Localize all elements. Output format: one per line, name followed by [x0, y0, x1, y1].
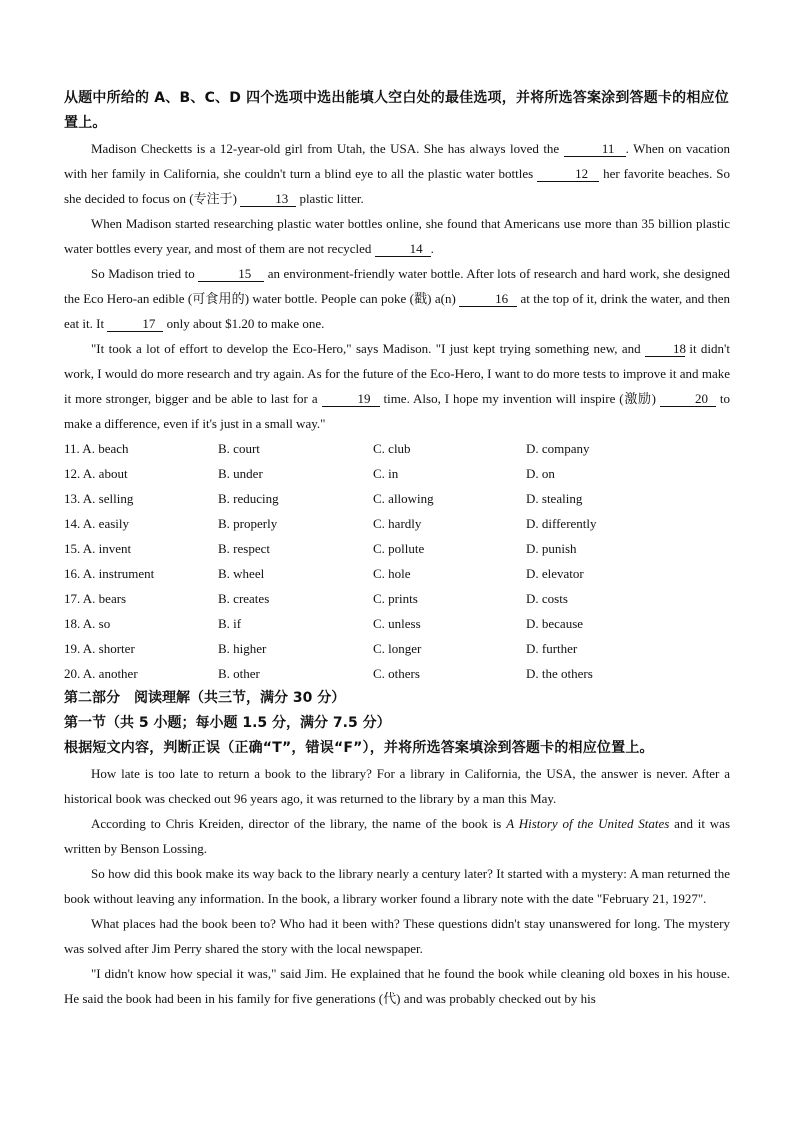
blank-16: 16: [459, 291, 517, 307]
part-title: 第二部分 阅读理解（共三节，满分 30 分）: [64, 690, 346, 706]
option-a: 11. A. beach: [64, 441, 129, 456]
option-c: C. in: [373, 466, 399, 481]
option-c: C. unless: [373, 616, 421, 631]
cloze-paragraph-2: [64, 211, 730, 261]
option-a: 14. A. easily: [64, 516, 129, 531]
option-d: D. the others: [526, 666, 593, 681]
text: to make a difference, even if it's just in a small way.": [64, 391, 731, 431]
text: it didn't work, I would do more research and try again. As for the future of the Eco-Hero, I want to do more tests to improve it and make it more stronger, bigger and be able to last for a: [64, 341, 730, 406]
option-c: C. pollute: [373, 541, 425, 556]
text: Madison Checketts is a 12-year-old girl from Utah, the USA. She has always loved the: [91, 141, 560, 156]
option-b: B. other: [218, 666, 260, 681]
option-d: D. on: [526, 466, 555, 481]
option-row: [64, 536, 730, 561]
option-row: [64, 511, 730, 536]
option-d: D. punish: [526, 541, 577, 556]
text: .: [430, 241, 434, 256]
reading-paragraph-5: "I didn't know how special it was," said Jim. He explained that he found the book while cleaning old boxes in his house. He said the book had been in his family for five generations (代) and was probably checked out by his: [64, 966, 730, 1006]
reading-paragraph-3: So how did this book make its way back to the library nearly a century later? It started with a mystery: A man returned the book without leaving any information. In the book, a library worker found a library note with the date "February 21, 1927".: [64, 866, 730, 906]
option-d: D. company: [526, 441, 590, 456]
option-c: C. hole: [373, 566, 411, 581]
document-page: [64, 86, 730, 1011]
text: her favorite beaches. So she decided to focus on (专注于): [64, 166, 731, 206]
book-title: A History of the United States: [506, 816, 670, 831]
option-row: [64, 436, 730, 461]
cloze-instruction: 从题中所给的 A、B、C、D 四个选项中选出能填人空白处的最佳选项，并将所选答案涂到答题卡的相应位置上。: [64, 90, 729, 131]
option-row: [64, 661, 730, 686]
reading-paragraph-1: How late is too late to return a book to the library? For a library in California, the USA, the answer is never. After a historical book was checked out 96 years ago, it was returned to the library by a man this May.: [64, 766, 730, 806]
blank-18: 18: [645, 341, 685, 357]
text: at the top of it, drink the water, and then eat it. It: [64, 291, 730, 331]
option-b: B. court: [218, 441, 260, 456]
option-row: [64, 486, 730, 511]
option-a: 16. A. instrument: [64, 566, 155, 581]
option-row: [64, 461, 730, 486]
blank-14: 14: [375, 241, 431, 257]
option-a: 12. A. about: [64, 466, 128, 481]
option-b: B. reducing: [218, 491, 279, 506]
option-d: D. elevator: [526, 566, 584, 581]
blank-20: 20: [660, 391, 716, 407]
option-b: B. wheel: [218, 566, 265, 581]
option-a: 17. A. bears: [64, 591, 127, 606]
blank-12: 12: [537, 166, 599, 182]
reading-paragraph-4: What places had the book been to? Who had it been with? These questions didn't stay unanswered for long. The mystery was solved after Jim Perry shared the story with the local newspaper.: [64, 916, 730, 956]
option-a: 18. A. so: [64, 616, 111, 631]
option-b: B. under: [218, 466, 263, 481]
option-c: C. others: [373, 666, 420, 681]
option-b: B. creates: [218, 591, 270, 606]
option-row: [64, 611, 730, 636]
option-d: D. because: [526, 616, 584, 631]
option-a: 13. A. selling: [64, 491, 134, 506]
section-title: 第一节（共 5 小题；每小题 1.5 分，满分 7.5 分）: [64, 715, 391, 731]
option-d: D. stealing: [526, 491, 583, 506]
option-b: B. higher: [218, 641, 267, 656]
text: According to Chris Kreiden, director of the library, the name of the book is: [91, 816, 502, 831]
text: plastic litter.: [299, 191, 364, 206]
option-c: C. club: [373, 441, 411, 456]
option-b: B. if: [218, 616, 242, 631]
blank-13: 13: [240, 191, 296, 207]
option-a: 20. A. another: [64, 666, 138, 681]
options-table: [64, 436, 730, 686]
option-d: D. further: [526, 641, 578, 656]
cloze-paragraph-3: [64, 261, 730, 336]
option-d: D. costs: [526, 591, 568, 606]
blank-11: 11: [564, 141, 626, 157]
blank-19: 19: [322, 391, 380, 407]
cloze-paragraph-4: [64, 336, 730, 436]
option-b: B. properly: [218, 516, 278, 531]
option-c: C. prints: [373, 591, 418, 606]
option-a: 19. A. shorter: [64, 641, 135, 656]
reading-instruction: 根据短文内容，判断正误（正确“T”，错误“F”），并将所选答案填涂到答题卡的相应位置上。: [64, 740, 654, 756]
text: "It took a lot of effort to develop the Eco-Hero," says Madison. "I just kept trying something new, and: [91, 341, 641, 356]
cloze-paragraph-1: [64, 136, 730, 211]
option-row: [64, 636, 730, 661]
blank-15: 15: [198, 266, 264, 282]
text: and it was written by Benson Lossing.: [64, 816, 730, 856]
text: an environment-friendly water bottle. After lots of research and hard work, she designed the Eco Hero-an edible (可食用的) water bottle. People can poke (戳) a(n): [64, 266, 731, 306]
option-b: B. respect: [218, 541, 270, 556]
text: So Madison tried to: [91, 266, 195, 281]
text: time. Also, I hope my invention will inspire (激励): [383, 391, 657, 406]
text: When Madison started researching plastic water bottles online, she found that Americans use more than 35 billion plastic water bottles every year, and most of them are not recycled: [64, 216, 730, 256]
blank-17: 17: [107, 316, 163, 332]
option-c: C. allowing: [373, 491, 434, 506]
option-a: 15. A. invent: [64, 541, 132, 556]
text: . When on vacation with her family in California, she couldn't turn a blind eye to all the plastic water bottles: [64, 141, 731, 181]
option-row: [64, 561, 730, 586]
reading-paragraph-2: [64, 811, 730, 861]
text: only about $1.20 to make one.: [166, 316, 325, 331]
option-c: C. longer: [373, 641, 422, 656]
option-d: D. differently: [526, 516, 597, 531]
option-row: [64, 586, 730, 611]
option-c: C. hardly: [373, 516, 422, 531]
